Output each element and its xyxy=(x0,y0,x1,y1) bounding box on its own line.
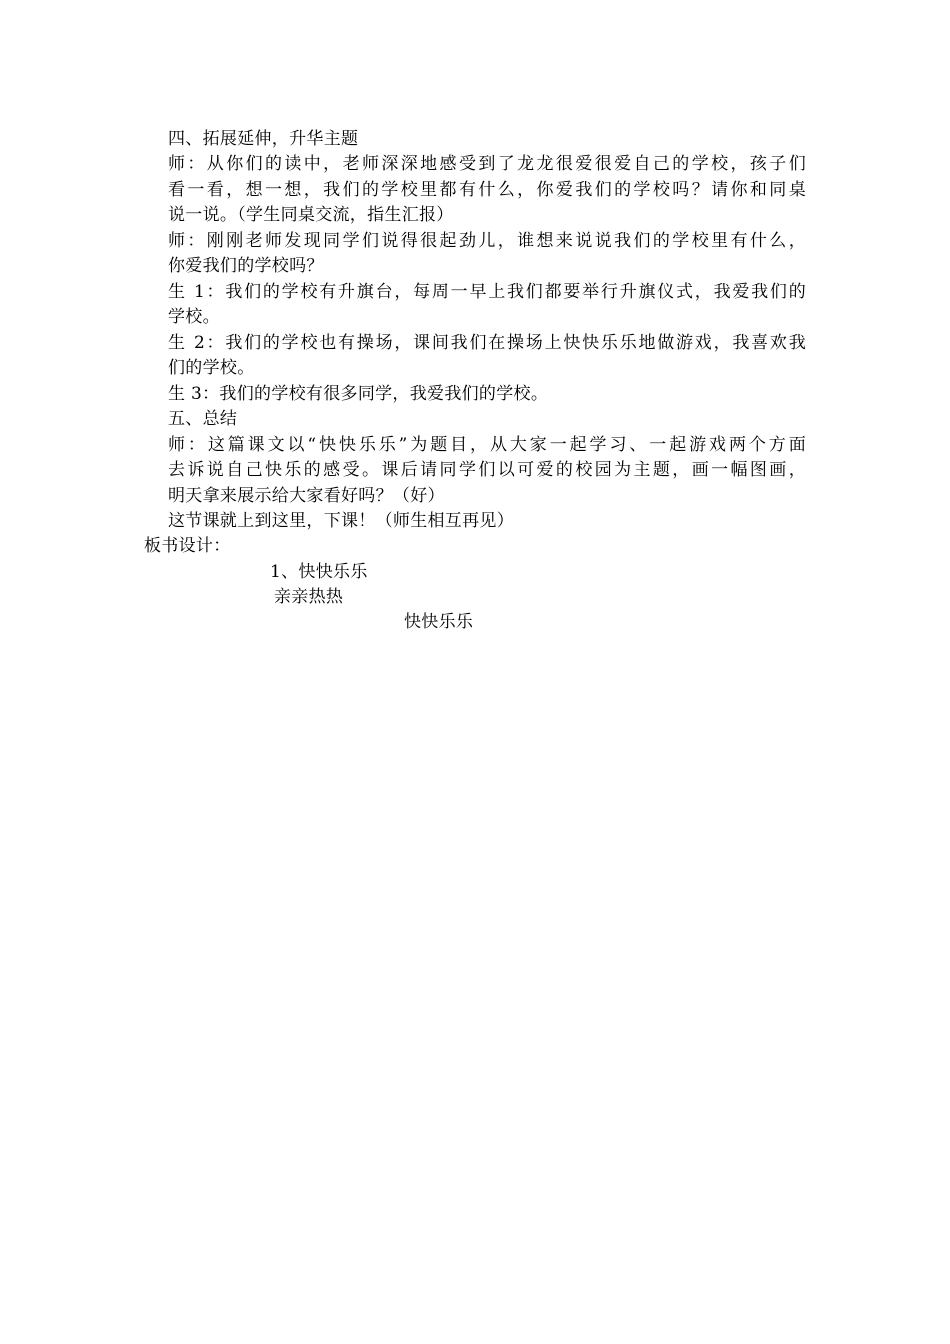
board-design-item-1: 亲亲热热 xyxy=(274,587,344,607)
section-4-heading: 四、拓展延伸，升华主题 xyxy=(168,129,359,149)
section-5-heading: 五、总结 xyxy=(168,409,238,429)
student-2-line-2: 们的学校。 xyxy=(168,358,255,378)
summary-paragraph-line-1: 师：这篇课文以“快快乐乐”为题目，从大家一起学习、一起游戏两个方面 xyxy=(168,435,806,455)
teacher-paragraph-1-line-1: 师：从你们的读中，老师深深地感受到了龙龙很爱很爱自己的学校，孩子们 xyxy=(168,154,806,174)
teacher-paragraph-2-line-2: 你爱我们的学校吗？ xyxy=(168,256,324,276)
student-3-line-1: 生 3：我们的学校有很多同学，我爱我们的学校。 xyxy=(168,384,549,404)
closing-line: 这节课就上到这里，下课！（师生相互再见） xyxy=(168,511,514,531)
summary-paragraph-line-2: 去诉说自己快乐的感受。课后请同学们以可爱的校园为主题，画一幅图画， xyxy=(168,460,806,480)
board-design-item-2: 快快乐乐 xyxy=(404,612,474,632)
teacher-paragraph-1-line-3: 说一说。（学生同桌交流，指生汇报） xyxy=(168,205,454,225)
summary-paragraph-line-3: 明天拿来展示给大家看好吗？（好） xyxy=(168,486,445,506)
teacher-paragraph-2-line-1: 师：刚刚老师发现同学们说得很起劲儿，谁想来说说我们的学校里有什么， xyxy=(168,231,806,251)
student-1-line-1: 生 1：我们的学校有升旗台，每周一早上我们都要举行升旗仪式，我爱我们的 xyxy=(168,282,806,302)
teacher-paragraph-1-line-2: 看一看，想一想，我们的学校里都有什么，你爱我们的学校吗？请你和同桌 xyxy=(168,180,806,200)
board-design-label: 板书设计： xyxy=(144,536,231,556)
student-1-line-2: 学校。 xyxy=(168,307,220,327)
student-2-line-1: 生 2：我们的学校也有操场，课间我们在操场上快快乐乐地做游戏，我喜欢我 xyxy=(168,333,806,353)
board-design-title: 1、快快乐乐 xyxy=(270,562,368,582)
